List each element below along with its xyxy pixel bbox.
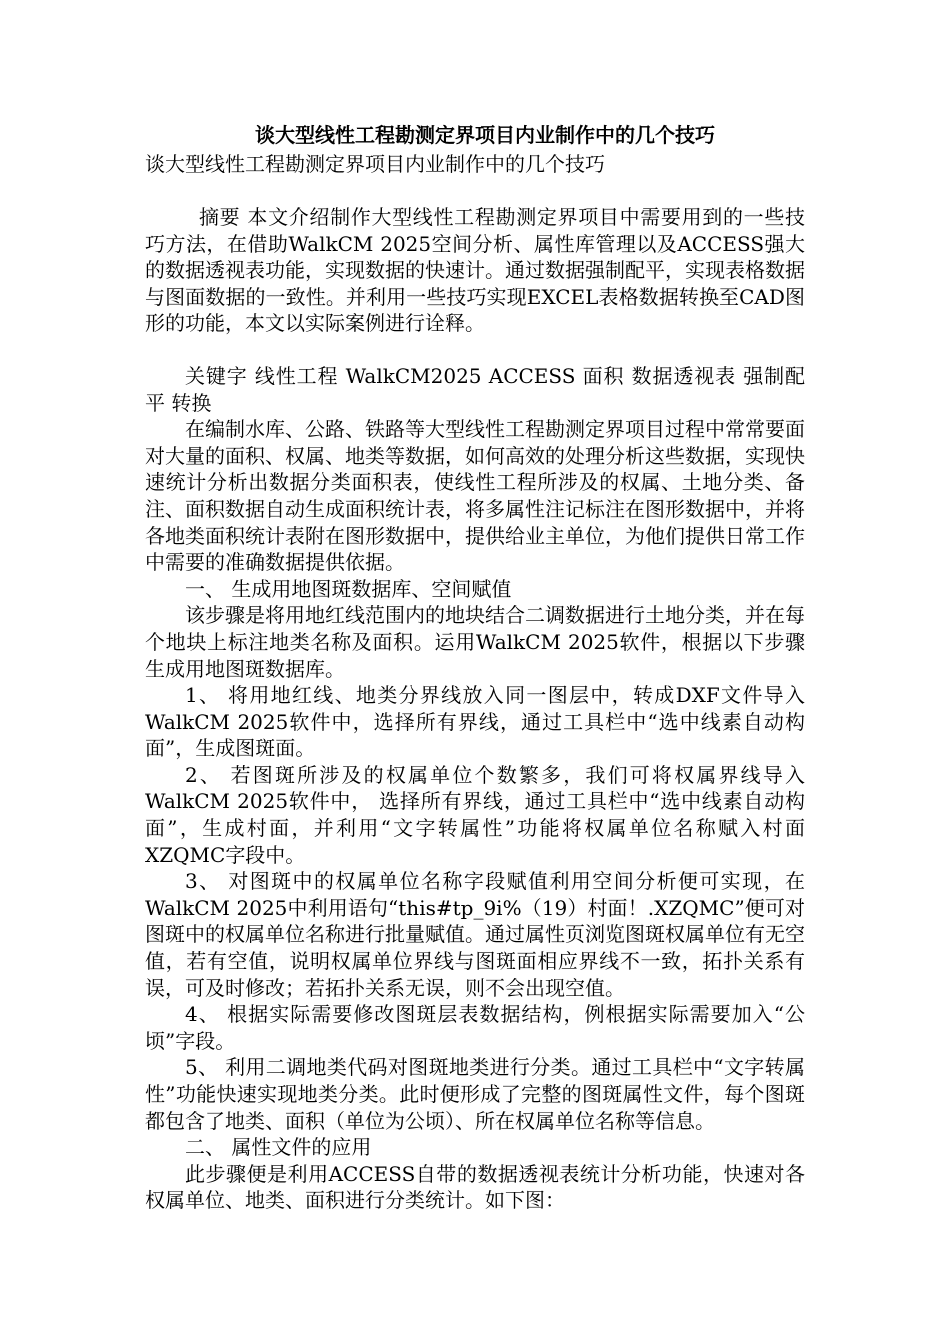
step-4-paragraph: 4、 根据实际需要修改图斑层表数据结构，例根据实际需要加入“公顷”字段。 xyxy=(145,1002,805,1053)
body-paragraph-2: 此步骤便是利用ACCESS自带的数据透视表统计分析功能，快速对各权属单位、地类、面积进行分类统计。如下图： xyxy=(145,1161,805,1213)
section-heading-2: 二、 属性文件的应用 xyxy=(185,1135,372,1160)
keywords-paragraph: 关键字 线性工程 WalkCM2025 ACCESS 面积 数据透视表 强制配平 转换 xyxy=(145,363,805,415)
document-page xyxy=(145,120,805,1214)
abstract-paragraph: 摘要 本文介绍制作大型线性工程勘测定界项目中需要用到的一些技巧方法，在借助WalkCM 2025空间分析、属性库管理以及ACCESS强大的数据透视表功能，实现数据的快速计。通过数据强制配平，实现表格数据与图面数据的一致性。并利用一些技巧实现EXCEL表格数据转换至CAD图形的功能，本文以实际案例进行诠释。 xyxy=(145,205,805,336)
step-3-paragraph: 3、 对图斑中的权属单位名称字段赋值利用空间分析便可实现，在WalkCM 2025中利用语句“this#tp_9i%（19）村面！.XZQMC”便可对图斑中的权属单位名称进行批量赋值。通过属性页浏览图斑权属单位有无空值，若有空值，说明权属单位界线与图斑面相应界线不一致，拓扑关系有误，可及时修改；若拓扑关系无误，则不会出现空值。 xyxy=(145,869,805,1000)
document-title: 谈大型线性工程勘测定界项目内业制作中的几个技巧 xyxy=(255,123,715,147)
intro-paragraph: 在编制水库、公路、铁路等大型线性工程勘测定界项目过程中常常要面对大量的面积、权属、地类等数据，如何高效的处理分析这些数据，实现快速统计分析出数据分类面积表，使线性工程所涉及的权属、土地分类、备注、面积数据自动生成面积统计表，将多属性注记标注在图形数据中，并将各地类面积统计表附在图形数据中，提供给业主单位，为他们提供日常工作中需要的准确数据提供依据。 xyxy=(145,417,805,575)
document-subtitle: 谈大型线性工程勘测定界项目内业制作中的几个技巧 xyxy=(145,152,605,176)
step-5-paragraph: 5、 利用二调地类代码对图斑地类进行分类。通过工具栏中“文字转属性”功能快速实现地类分类。此时便形成了完整的图斑属性文件，每个图斑都包含了地类、面积（单位为公顷）、所在权属单位名称等信息。 xyxy=(145,1055,805,1133)
step-1-paragraph: 1、 将用地红线、地类分界线放入同一图层中，转成DXF文件导入WalkCM 2025软件中，选择所有界线，通过工具栏中“选中线素自动构面”，生成图斑面。 xyxy=(145,683,805,761)
step-2-paragraph: 2、 若图斑所涉及的权属单位个数繁多，我们可将权属界线导入WalkCM 2025软件中， 选择所有界线，通过工具栏中“选中线素自动构面”，生成村面，并利用“文字转属性”功能将权属单位名称赋入村面XZQMC字段中。 xyxy=(145,762,805,867)
body-paragraph: 该步骤是将用地红线范围内的地块结合二调数据进行土地分类，并在每个地块上标注地类名称及面积。运用WalkCM 2025软件，根据以下步骤生成用地图斑数据库。 xyxy=(145,603,805,681)
section-heading-1: 一、 生成用地图斑数据库、空间赋值 xyxy=(185,576,512,601)
